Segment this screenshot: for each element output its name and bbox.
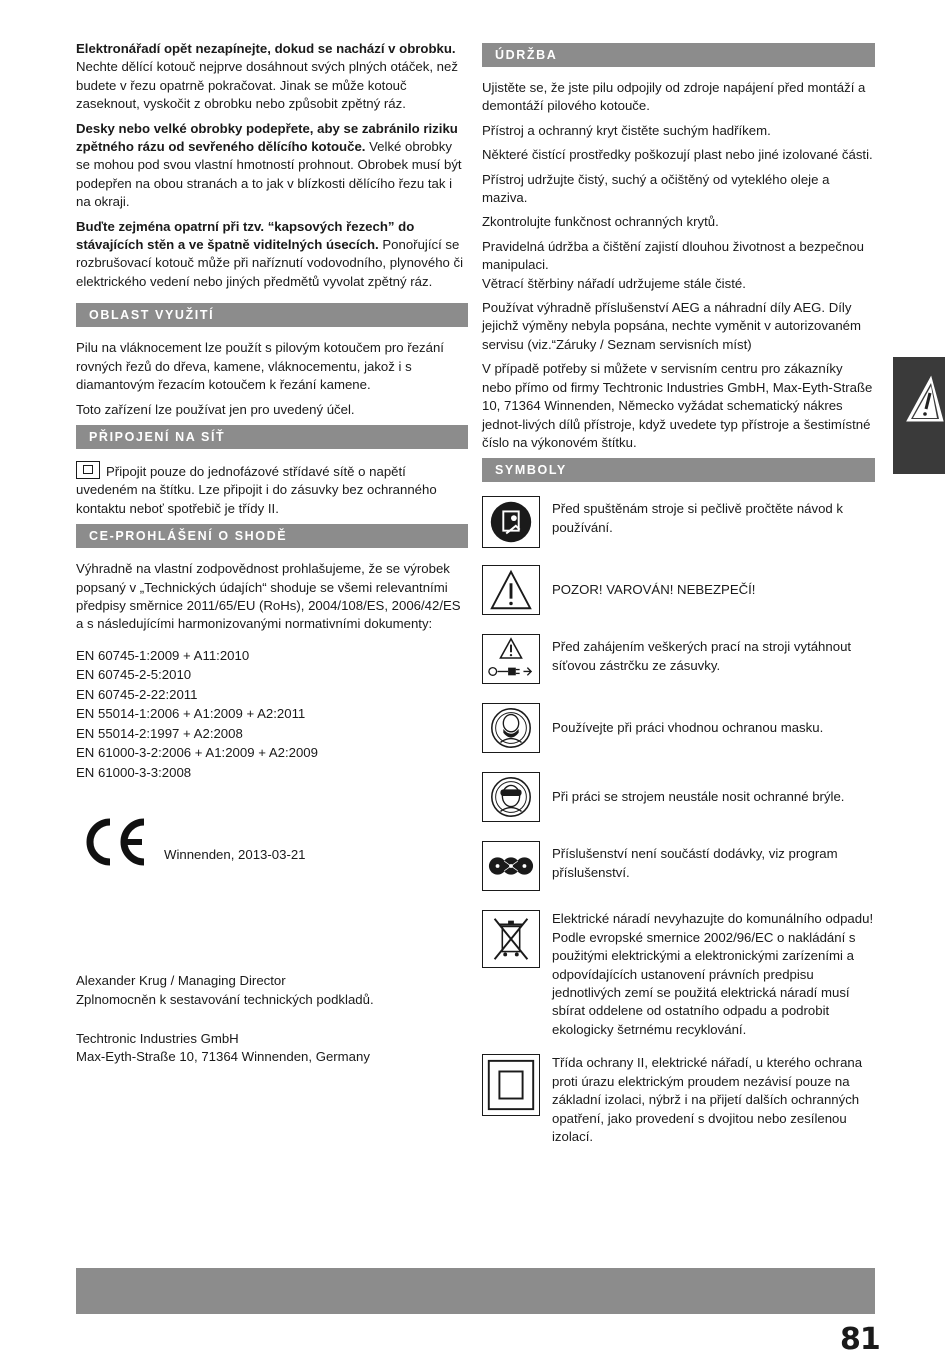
ce-mark-row	[76, 816, 468, 916]
paragraph-pocket-cuts: Buďte zejména opatrní při tzv. “kapsových řezech” do stávajících stěn a ve špatně viditelných úsecích. Ponořující se rozbrušovací kotouč může při naříznutí vodovodního, plynového či elektrického vedení nebo jiných předmětů vyvolat zpětný ráz.	[76, 218, 464, 289]
company-name: Techtronic Industries GmbH	[76, 1031, 239, 1047]
ce-mark-icon	[80, 816, 150, 868]
weee-bin-icon	[482, 910, 540, 968]
unplug-warning-icon	[482, 634, 540, 684]
oblast-paragraph-2: Toto zařízení lze používat jen pro uvedený účel.	[76, 401, 355, 417]
section-heading-sit: PŘIPOJENÍ NA SÍŤ	[76, 425, 468, 449]
accessories-blades-icon	[482, 841, 540, 891]
signature-block	[76, 972, 468, 1067]
udrzba-paragraph: Ujistěte se, že jste pilu odpojily od zdroje napájení před montáží a demontáží pilového kotouče.	[482, 80, 866, 114]
standard-item: EN 55014-2:1997 + A2:2008	[76, 725, 243, 741]
udrzba-paragraph: V případě potřeby si můžete v servisním centru pro zákazníky nebo přímo od firmy Techtronic Industries GmbH, Max-Eyth-Straße 10, 71364 Winnenden, Německo vyžádat schematický nákres jednot-livých dílů přístroje, když uvedete typ přístroje a šestimístné číslo na výkonovém štítku.	[482, 361, 873, 450]
class-ii-small-icon	[76, 461, 100, 479]
standard-item: EN 60745-2-22:2011	[76, 686, 198, 702]
sit-paragraph: Připojit pouze do jednofázové střídavé sítě o napětí uvedeném na štítku. Lze připojit i do zásuvky bez ochranného kontaktu neboť spotřebič je třídy II.	[76, 461, 468, 518]
page-number: 81	[840, 1322, 880, 1357]
read-manual-icon	[482, 496, 540, 548]
udrzba-paragraph: Zkontrolujte funkčnost ochranných krytů.	[482, 214, 719, 230]
symbol-row	[482, 841, 875, 891]
symbol-text: POZOR! VAROVÁN! NEBEZPEČÍ!	[552, 582, 756, 598]
section-heading-udrzba: ÚDRŽBA	[482, 43, 875, 67]
side-tab	[893, 357, 945, 474]
footer-bar	[76, 1268, 875, 1314]
symbol-text: Třída ochrany II, elektrické nářadí, u kterého ochrana proti úrazu elektrickým proudem nezávisí pouze na základní izolaci, nýbrž i na přijetí dalších ochranných opatření, jako provedení s dvojitou nebo zesílenou izolací.	[552, 1055, 863, 1144]
oblast-paragraph-1: Pilu na vláknocement lze použít s pilovým kotoučem pro řezání rovných řezů do dřeva, kamene, vláknocementu, jakož i s diamantovým řezacím kotoučem k řezání kamene.	[76, 340, 444, 393]
symbol-text: Používejte při práci vhodnou ochranou masku.	[552, 720, 824, 736]
symbol-text: Příslušenství není součástí dodávky, viz program příslušenství.	[552, 846, 838, 880]
left-column	[76, 40, 468, 1067]
symbol-text: Před spuštěnám stroje si pečlivě pročtěte návod k používání.	[552, 501, 844, 535]
safety-goggles-icon	[482, 772, 540, 822]
company-address: Max-Eyth-Straße 10, 71364 Winnenden, Germany	[76, 1049, 370, 1065]
symbol-row	[482, 910, 875, 1044]
paragraph-restart-warning: Elektronářadí opět nezapínejte, dokud se nachází v obrobku. Nechte dělící kotouč nejprve dosáhnout svých plných otáček, než budete v řezu opatrně pokračovat. Jinak se může kotouč zaseknout, vyskočit z obrobku nebo způsobit zpětný ráz.	[76, 41, 458, 112]
udrzba-paragraph: Používat výhradně příslušenství AEG a náhradní díly AEG. Díly jejichž výměny nebyla popsána, nechte vyměnit v autorizovaném servisu (viz.“Záruky / Seznam servisních míst)	[482, 300, 861, 352]
udrzba-paragraph: Přístroj a ochranný kryt čistěte suchým hadříkem.	[482, 122, 771, 138]
standard-item: EN 55014-1:2006 + A1:2009 + A2:2011	[76, 706, 306, 722]
symbol-row	[482, 703, 875, 753]
symbol-text: Při práci se strojem neustále nosit ochranné brýle.	[552, 789, 845, 805]
standard-item: EN 60745-1:2009 + A11:2010	[76, 647, 250, 663]
section-heading-ce: CE-PROHLÁŠENÍ O SHODĚ	[76, 524, 468, 548]
section-heading-oblast: OBLAST VYUŽITÍ	[76, 303, 468, 327]
class-ii-icon	[482, 1054, 540, 1116]
standard-item: EN 61000-3-3:2008	[76, 764, 192, 780]
udrzba-paragraph: Přístroj udržujte čistý, suchý a očištěný od vyteklého oleje a maziva.	[482, 171, 830, 206]
standard-item: EN 60745-2-5:2010	[76, 667, 192, 683]
warning-triangle-icon	[482, 565, 540, 615]
ce-place-date: Winnenden, 2013-03-21	[164, 847, 306, 863]
section-heading-symboly: SYMBOLY	[482, 458, 875, 482]
symbol-row	[482, 1054, 875, 1146]
ce-paragraph: Výhradně na vlastní zodpovědnost prohlašujeme, že se výrobek popsaný v „Technických údajích“ shoduje se všemi relevantními předpisy směrnice 2011/65/EU (RoHs), 2004/108/ES, 2006/42/ES a s následujícími harmonizovanými normativními dokumenty:	[76, 561, 461, 632]
warning-exclamation-icon	[893, 357, 945, 439]
symbol-text: Před zahájením veškerých prací na stroji vytáhnout síťovou zástrčku ze zásuvky.	[552, 639, 852, 673]
standards-list	[76, 646, 468, 783]
standard-item: EN 61000-3-2:2006 + A1:2009 + A2:2009	[76, 745, 318, 761]
dust-mask-icon	[482, 703, 540, 753]
symbol-row	[482, 565, 875, 615]
udrzba-paragraph: Některé čistící prostředky poškozují plast nebo jiné izolované části.	[482, 147, 873, 163]
signer-role: Zplnomocněn k sestavování technických podkladů.	[76, 991, 374, 1007]
signer-name: Alexander Krug / Managing Director	[76, 973, 286, 989]
udrzba-paragraph: Pravidelná údržba a čištění zajistí dlouhou životnost a bezpečnou manipulaci. Větrací štěrbiny nářadí udržujeme stále čisté.	[482, 238, 864, 291]
paragraph-support-workpieces: Desky nebo velké obrobky podepřete, aby se zabránilo riziku zpětného rázu od sevřeného dělícího kotouče. Velké obrobky se mohou pod svou vlastní hmotností prohnout. Obrobek musí být podepřen na obou stranách a to jak v blízkosti dělícího řezu tak i na okraji.	[76, 120, 462, 210]
symbol-row	[482, 496, 875, 546]
symbol-row	[482, 634, 875, 684]
right-column	[482, 40, 875, 1165]
symbol-row	[482, 772, 875, 822]
symbol-text: Elektrické náradí nevyhazujte do komunálního odpadu! Podle evropské smernice 2002/96/EC o nakládání s použitými elektrickými a elektronickými zarízeními a odpovídajících ustanovení právních predpisu jednotlivých zemí se použitá elektrická náradí musí sbírat oddelene od ostatního odpadu a podrobit ekologicky šetrnému recyklování.	[552, 911, 874, 1037]
